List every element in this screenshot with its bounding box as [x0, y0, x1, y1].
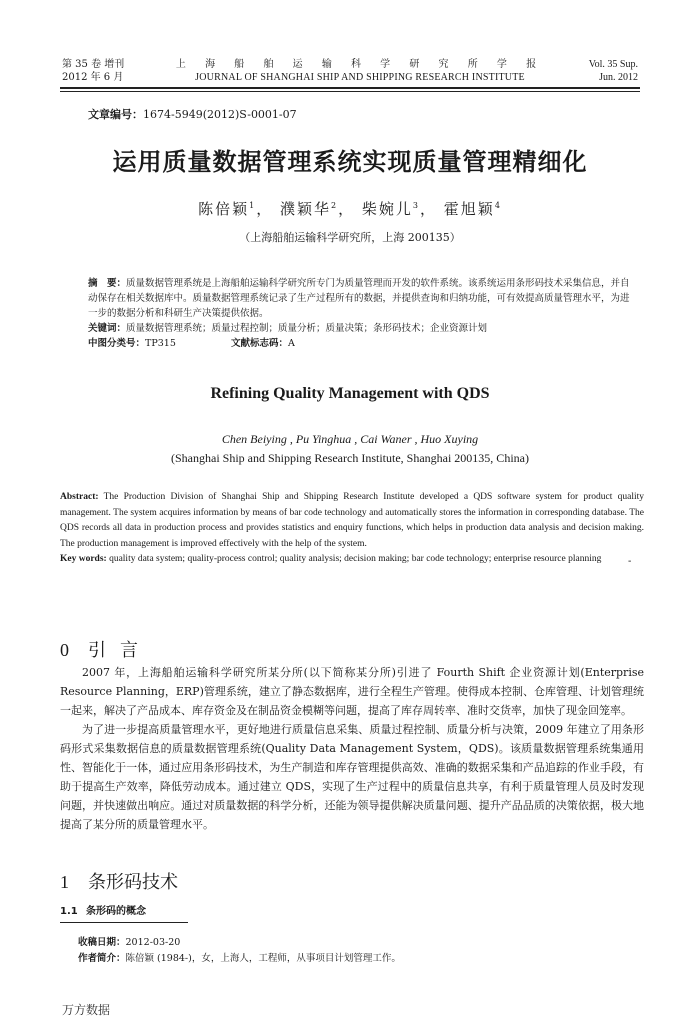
doc-code: [231, 336, 295, 351]
journal-name-en: JOURNAL OF SHANGHAI SHIP AND SHIPPING RESEARCH INSTITUTE: [195, 72, 525, 83]
author-3: 柴婉儿: [361, 200, 413, 218]
affiliation-cn: （上海船舶运输科学研究所，上海 200135）: [239, 231, 461, 244]
keywords-cn-text: 质量数据管理系统；质量过程控制；质量分析；质量决策；条形码技术；企业资源计划: [126, 323, 488, 334]
footnote-received: [78, 934, 180, 948]
received-date: 2012-03-20: [125, 937, 181, 948]
article-number: [88, 106, 297, 122]
abstract-cn-text: 质量数据管理系统是上海船舶运输科学研究所专门为质量管理而开发的软件系统。该系统运用条形码技术采集信息，并自动保存在相关数据库中。质量数据管理系统记录了生产过程所有的数据，并提供查询和归纳功能，可有效提高质量管理水平，为进一步的数据分析和科研生产决策提供依据。: [88, 278, 630, 319]
clc-label: 中图分类号：: [88, 338, 146, 349]
author-bio: 陈倍颖 (1984-)，女，上海人，工程师，从事项目计划管理工作。: [125, 953, 401, 964]
section-1-title: 条形码技术: [88, 872, 178, 893]
abstract-cn: [88, 276, 636, 351]
author-2: 濮颖华: [279, 200, 331, 218]
running-header-right: [589, 58, 638, 84]
volume-cn: 第 35 卷 增刊: [62, 59, 125, 70]
keywords-en-text: quality data system; quality-process control; quality analysis; decision making; bar code technology; enterprise resource planning: [109, 554, 602, 564]
abstract-en-body: [60, 490, 644, 552]
clc-value: TP315: [145, 338, 176, 349]
keywords-en: [60, 552, 644, 568]
section-0-number: 0: [60, 640, 69, 660]
author-bio-label: 作者简介：: [78, 953, 126, 964]
date-cn: 2012 年 6 月: [62, 72, 124, 83]
volume-en: Vol. 35 Sup.: [588, 59, 638, 70]
footnote-author: [78, 950, 401, 964]
section-0-heading: [60, 636, 152, 662]
journal-name-cn: 上 海 船 舶 运 输 科 学 研 究 所 学 报: [175, 59, 545, 70]
clc: [88, 336, 228, 351]
section-0-body: [60, 663, 644, 834]
date-en: Jun. 2012: [599, 72, 638, 83]
author-4: 霍旭颖: [443, 200, 495, 218]
doc-code-value: A: [288, 338, 295, 349]
article-number-value: 1674-5949(2012)S-0001-07: [143, 108, 297, 121]
footnote-rule: [60, 922, 188, 923]
subsection-1-1-heading: [60, 902, 146, 917]
subsection-1-1-title: 条形码的概念: [86, 906, 146, 917]
abstract-cn-body: [88, 276, 636, 321]
paragraph: 2007 年，上海船舶运输科学研究所某分所(以下简称某分所)引进了 Fourth Shift 企业资源计划(Enterprise Resource Planning，ERP)管理系统，建立了静态数据库，进行全程生产管理。使得成本控制、仓库管理、计划管理统一起来，解决了产品成本、库存资金及在制品资金模糊等问题，提高了库存周转率、准时交货率，加快了现金回笼率。: [60, 666, 644, 717]
running-header-center: [160, 58, 560, 84]
author-3-sup: 3: [412, 201, 420, 210]
abstract-cn-label: 摘 要：: [88, 278, 127, 289]
author-sep: ，: [256, 200, 274, 218]
author-1-sup: 1: [249, 201, 257, 210]
authors-cn: [0, 198, 700, 219]
section-0-title: 引言: [88, 640, 152, 661]
header-rule-top: [60, 87, 640, 89]
authors-en: Chen Beiying , Pu Yinghua , Cai Waner , Huo Xuying: [221, 432, 479, 446]
received-label: 收稿日期：: [78, 937, 126, 948]
author-sep: ，: [338, 200, 356, 218]
abstract-en-text: The Production Division of Shanghai Ship and Shipping Research Institute developed a QDS software system for product quality management. The system acquires information by means of bar code technology and automatically stores the information in corresponding database. The QDS records all data in production process and provides statistics and enquiry functions, which helps in production data analysis and decision making. The production management is improved effectively with the help of the system.: [60, 492, 644, 549]
article-number-label: 文章编号：: [88, 108, 143, 121]
classification-row: [88, 336, 636, 351]
abstract-en: [60, 490, 644, 568]
author-1: 陈倍颖: [198, 200, 250, 218]
running-header-left: [62, 58, 124, 84]
section-1-number: 1: [60, 872, 69, 892]
abstract-en-label: Abstract:: [60, 492, 99, 502]
affiliation-en: (Shanghai Ship and Shipping Research Institute, Shanghai 200135, China): [171, 451, 529, 465]
author-4-sup: 4: [494, 201, 502, 210]
keywords-en-label: Key words:: [60, 554, 107, 564]
keywords-cn: [88, 321, 636, 336]
keywords-cn-label: 关键词：: [88, 323, 127, 334]
wanfang-watermark: 万方数据: [62, 1003, 111, 1017]
header-rule-bottom: [60, 91, 640, 92]
paper-title-cn: 运用质量数据管理系统实现质量管理精细化: [112, 148, 588, 176]
stray-mark: -: [628, 556, 632, 567]
author-2-sup: 2: [331, 201, 339, 210]
subsection-1-1-number: 1.1: [60, 906, 78, 917]
doc-code-label: 文献标志码：: [231, 338, 289, 349]
section-1-heading: [60, 868, 178, 894]
paragraph: 为了进一步提高质量管理水平，更好地进行质量信息采集、质量过程控制、质量分析与决策，2009 年建立了用条形码形式采集数据信息的质量数据管理系统(Quality Data Management System，QDS)。该质量数据管理系统集通用性、智能化于一体，通过应用条形码技术，为生产制造和库存管理提供高效、准确的数据采集和产品追踪的作业手段，有助于提高生产效率，降低劳动成本。通过建立 QDS，实现了生产过程中的质量信息共享，有利于质量管理人员及时发现问题，并快速做出响应。通过对质量数据的科学分析，还能为领导提供解决质量问题、提升产品品质的决策依据，极大地提高了某分所的质量管理水平。: [60, 723, 644, 831]
paper-title-en: Refining Quality Management with QDS: [210, 385, 490, 402]
author-sep: ，: [420, 200, 438, 218]
